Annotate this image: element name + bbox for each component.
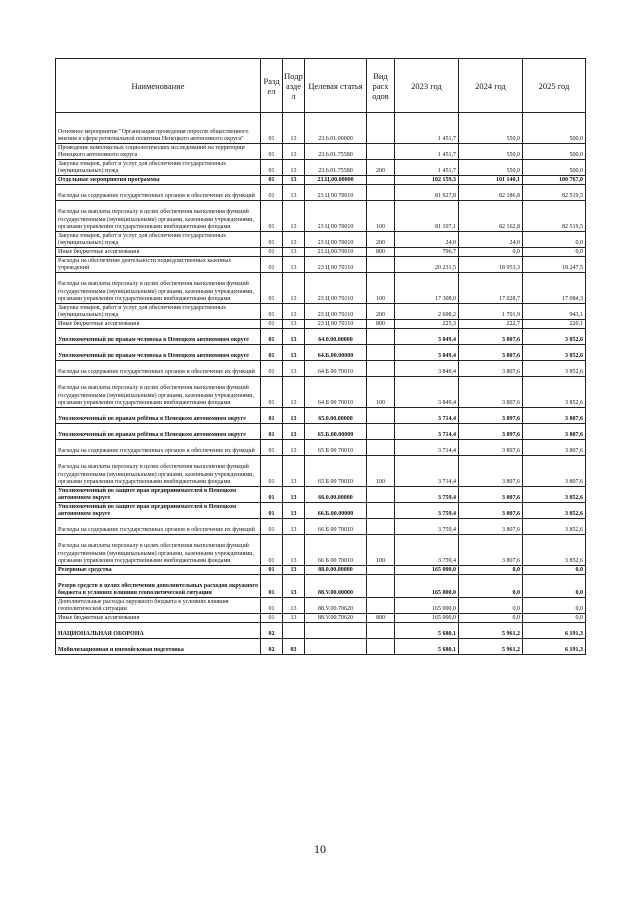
cell-2025: 3 852,6 xyxy=(523,345,586,361)
cell-2025: 3 852,6 xyxy=(523,519,586,535)
cell-section: 01 xyxy=(261,257,283,273)
cell-2025: 3 852,6 xyxy=(523,377,586,408)
cell-section: 01 xyxy=(261,201,283,232)
cell-name: Расходы на выплаты персоналу в целях обеспечения выполнения функций государственными (муниципальными) органами, казенными учреждениями, органами управления государственными внебюджетными фондами xyxy=(56,456,261,487)
cell-2023: 1 451,7 xyxy=(395,160,459,176)
cell-2025: 6 191,3 xyxy=(523,639,586,655)
cell-subsection: 13 xyxy=(283,160,305,176)
table-row xyxy=(56,535,586,566)
header-subsection: Подр азде л xyxy=(283,59,305,113)
cell-target: 23 Ц 00 70110 xyxy=(305,320,367,329)
cell-section: 01 xyxy=(261,304,283,320)
cell-target: 23.Ц.00.70010 xyxy=(305,248,367,257)
cell-target: 66 Б 00 70010 xyxy=(305,519,367,535)
cell-2025: 0,0 xyxy=(523,566,586,575)
cell-2024: 5 961,2 xyxy=(459,639,523,655)
cell-2023: 17 308,0 xyxy=(395,273,459,304)
cell-expense-type xyxy=(367,503,395,519)
cell-target: 23.Ц.00.00000 xyxy=(305,176,367,185)
cell-expense-type xyxy=(367,345,395,361)
table-row xyxy=(56,424,586,440)
cell-2023: 5 680,1 xyxy=(395,623,459,639)
cell-section: 01 xyxy=(261,144,283,160)
cell-section: 01 xyxy=(261,232,283,248)
cell-section: 01 xyxy=(261,440,283,456)
cell-2024: 3 807,6 xyxy=(459,345,523,361)
cell-name: Уполномоченный по защите прав предпринимателей в Ненецком автономном округе xyxy=(56,503,261,519)
table-row xyxy=(56,176,586,185)
cell-name: Уполномоченный по защите прав предпринимателей в Ненецком автономном округе xyxy=(56,487,261,503)
cell-2024: 82 186,8 xyxy=(459,185,523,201)
cell-target: 65.0.00.00000 xyxy=(305,408,367,424)
cell-2023: 165 000,0 xyxy=(395,598,459,614)
table-row xyxy=(56,440,586,456)
cell-expense-type xyxy=(367,575,395,598)
cell-2023: 3 759,4 xyxy=(395,535,459,566)
cell-2023: 3 849,4 xyxy=(395,377,459,408)
table-row xyxy=(56,487,586,503)
cell-target xyxy=(305,639,367,655)
cell-target: 65 Б 00 70010 xyxy=(305,440,367,456)
cell-name: Расходы на выплаты персоналу в целях обеспечения выполнения функций государственными (муниципальными) органами, казенными учреждениями, органами управления государственными внебюджетными фондами xyxy=(56,273,261,304)
cell-section: 01 xyxy=(261,456,283,487)
table-row xyxy=(56,575,586,598)
table-row xyxy=(56,185,586,201)
cell-expense-type xyxy=(367,639,395,655)
cell-expense-type: 100 xyxy=(367,456,395,487)
cell-2024: 3 897,6 xyxy=(459,424,523,440)
cell-section: 01 xyxy=(261,598,283,614)
cell-target xyxy=(305,623,367,639)
cell-subsection: 13 xyxy=(283,575,305,598)
cell-2024: 3 807,6 xyxy=(459,361,523,377)
cell-2023: 3 849,4 xyxy=(395,329,459,345)
cell-expense-type xyxy=(367,257,395,273)
table-row xyxy=(56,232,586,248)
table-row xyxy=(56,144,586,160)
table-row xyxy=(56,503,586,519)
cell-section: 01 xyxy=(261,575,283,598)
cell-name: Мобилизационная и вневойсковая подготовка xyxy=(56,639,261,655)
cell-name: Расходы на содержание государственных органов и обеспечение их функций xyxy=(56,361,261,377)
cell-2023: 2 698,2 xyxy=(395,304,459,320)
cell-2025: 0,0 xyxy=(523,598,586,614)
cell-2025: 82 519,5 xyxy=(523,185,586,201)
cell-2024: 3 897,6 xyxy=(459,440,523,456)
cell-2025: 3 852,6 xyxy=(523,361,586,377)
cell-2023: 165 000,0 xyxy=(395,575,459,598)
cell-expense-type xyxy=(367,566,395,575)
cell-2024: 82 162,8 xyxy=(459,201,523,232)
cell-subsection: 13 xyxy=(283,345,305,361)
cell-2024: 0,0 xyxy=(459,598,523,614)
cell-target: 23 Ц 00 70010 xyxy=(305,232,367,248)
cell-expense-type xyxy=(367,623,395,639)
table-row xyxy=(56,273,586,304)
cell-2025: 500,0 xyxy=(523,160,586,176)
page-number: 10 xyxy=(314,842,326,856)
cell-name: Проведение комплексных социологических исследований на территории Ненецкого автономного округа xyxy=(56,144,261,160)
table-row xyxy=(56,345,586,361)
header-section: Разд ел xyxy=(261,59,283,113)
cell-2023: 3 849,4 xyxy=(395,345,459,361)
cell-2024: 3 897,6 xyxy=(459,408,523,424)
cell-subsection xyxy=(283,623,305,639)
cell-section: 01 xyxy=(261,176,283,185)
cell-2025: 943,1 xyxy=(523,304,586,320)
cell-2025: 3 852,6 xyxy=(523,329,586,345)
cell-2025: 3 807,6 xyxy=(523,440,586,456)
cell-2023: 3 759,4 xyxy=(395,487,459,503)
cell-section: 02 xyxy=(261,623,283,639)
cell-2023: 24,0 xyxy=(395,232,459,248)
cell-expense-type: 200 xyxy=(367,304,395,320)
cell-2025: 0,0 xyxy=(523,248,586,257)
cell-expense-type xyxy=(367,361,395,377)
cell-subsection: 13 xyxy=(283,201,305,232)
cell-target: 64.Б.00.00000 xyxy=(305,345,367,361)
cell-2023: 225,3 xyxy=(395,320,459,329)
cell-name: Резервные средства xyxy=(56,566,261,575)
cell-name: НАЦИОНАЛЬНАЯ ОБОРОНА xyxy=(56,623,261,639)
cell-name: Расходы на выплаты персоналу в целях обеспечения выполнения функций государственными (муниципальными) органами, казенными учреждениями, органами управления государственными внебюджетными фондами xyxy=(56,535,261,566)
cell-name: Иные бюджетные ассигнования xyxy=(56,614,261,623)
header-2023: 2023 год xyxy=(395,59,459,113)
cell-name: Уполномоченный по правам ребёнка в Ненецком автономном округе xyxy=(56,424,261,440)
cell-2024: 3 807,6 xyxy=(459,377,523,408)
cell-subsection: 13 xyxy=(283,614,305,623)
cell-2025: 0,0 xyxy=(523,575,586,598)
cell-2024: 222,7 xyxy=(459,320,523,329)
cell-2024: 550,0 xyxy=(459,144,523,160)
cell-2024: 3 807,6 xyxy=(459,535,523,566)
cell-section: 01 xyxy=(261,273,283,304)
cell-2023: 3 759,4 xyxy=(395,503,459,519)
cell-target: 88.V.00.00000 xyxy=(305,575,367,598)
cell-target: 23 Ц 00 70010 xyxy=(305,185,367,201)
cell-name: Иные бюджетные ассигнования xyxy=(56,320,261,329)
table-row xyxy=(56,329,586,345)
cell-2024: 101 140,1 xyxy=(459,176,523,185)
cell-2024: 17 028,7 xyxy=(459,273,523,304)
cell-2024: 550,0 xyxy=(459,113,523,144)
cell-subsection: 13 xyxy=(283,535,305,566)
cell-expense-type: 800 xyxy=(367,248,395,257)
table-row xyxy=(56,456,586,487)
cell-2024: 3 807,6 xyxy=(459,503,523,519)
cell-2024: 3 807,6 xyxy=(459,487,523,503)
cell-2025: 3 807,6 xyxy=(523,408,586,424)
table-row xyxy=(56,201,586,232)
cell-2023: 102 159,3 xyxy=(395,176,459,185)
cell-section: 02 xyxy=(261,639,283,655)
cell-section: 01 xyxy=(261,377,283,408)
table-row xyxy=(56,377,586,408)
cell-section: 01 xyxy=(261,113,283,144)
cell-2024: 0,0 xyxy=(459,248,523,257)
cell-section: 01 xyxy=(261,519,283,535)
cell-section: 01 xyxy=(261,248,283,257)
cell-2025: 3 807,6 xyxy=(523,424,586,440)
cell-subsection: 13 xyxy=(283,566,305,575)
cell-2024: 24,0 xyxy=(459,232,523,248)
cell-subsection: 13 xyxy=(283,248,305,257)
cell-expense-type xyxy=(367,487,395,503)
cell-2023: 3 714,4 xyxy=(395,424,459,440)
cell-subsection: 13 xyxy=(283,487,305,503)
cell-target: 23.6.01.00000 xyxy=(305,113,367,144)
cell-subsection: 13 xyxy=(283,519,305,535)
cell-target: 23.6.01.75580 xyxy=(305,160,367,176)
cell-2025: 17 084,3 xyxy=(523,273,586,304)
cell-2023: 20 231,5 xyxy=(395,257,459,273)
cell-2023: 1 451,7 xyxy=(395,144,459,160)
cell-2024: 3 897,6 xyxy=(459,456,523,487)
cell-target: 88.V.00.70620 xyxy=(305,614,367,623)
cell-subsection: 13 xyxy=(283,329,305,345)
cell-expense-type: 800 xyxy=(367,320,395,329)
table-row xyxy=(56,408,586,424)
cell-expense-type: 100 xyxy=(367,535,395,566)
table-row xyxy=(56,248,586,257)
table-row xyxy=(56,566,586,575)
cell-expense-type xyxy=(367,424,395,440)
cell-target: 65 Б 00 70010 xyxy=(305,456,367,487)
table-body xyxy=(56,113,586,655)
cell-name: Закупка товаров, работ и услуг для обеспечения государственных (муниципальных) нужд xyxy=(56,232,261,248)
cell-target: 66.0.00.00000 xyxy=(305,487,367,503)
cell-subsection: 13 xyxy=(283,185,305,201)
cell-target: 66.Б.00.00000 xyxy=(305,503,367,519)
cell-2023: 3 759,4 xyxy=(395,519,459,535)
cell-2025: 500,0 xyxy=(523,113,586,144)
cell-2024: 0,0 xyxy=(459,566,523,575)
cell-name: Расходы на обеспечение деятельности подведомственных казенных учреждений xyxy=(56,257,261,273)
cell-expense-type: 800 xyxy=(367,614,395,623)
budget-sheet xyxy=(55,58,585,655)
cell-expense-type xyxy=(367,144,395,160)
cell-subsection: 13 xyxy=(283,144,305,160)
cell-section: 01 xyxy=(261,503,283,519)
cell-section: 01 xyxy=(261,185,283,201)
table-row xyxy=(56,304,586,320)
cell-target: 64 Б 00 70010 xyxy=(305,361,367,377)
cell-subsection: 13 xyxy=(283,377,305,408)
cell-section: 01 xyxy=(261,345,283,361)
cell-expense-type: 100 xyxy=(367,273,395,304)
cell-section: 01 xyxy=(261,487,283,503)
header-expense-type: Вид расх одов xyxy=(367,59,395,113)
cell-expense-type xyxy=(367,176,395,185)
cell-name: Уполномоченный по правам ребёнка в Ненецком автономном округе xyxy=(56,408,261,424)
cell-2023: 1 451,7 xyxy=(395,113,459,144)
header-target: Целевая статья xyxy=(305,59,367,113)
cell-2024: 18 953,3 xyxy=(459,257,523,273)
cell-name: Расходы на содержание государственных органов и обеспечение их функций xyxy=(56,519,261,535)
table-row xyxy=(56,623,586,639)
cell-expense-type xyxy=(367,185,395,201)
cell-2023: 3 849,4 xyxy=(395,361,459,377)
cell-section: 01 xyxy=(261,320,283,329)
cell-subsection: 03 xyxy=(283,639,305,655)
cell-name: Расходы на выплаты персоналу в целях обеспечения выполнения функций государственными (муниципальными) органами, казенными учреждениями, органами управления государственными внебюджетными фондами xyxy=(56,201,261,232)
cell-expense-type: 200 xyxy=(367,160,395,176)
cell-2025: 0,0 xyxy=(523,232,586,248)
cell-subsection: 13 xyxy=(283,456,305,487)
cell-2024: 550,0 xyxy=(459,160,523,176)
cell-2023: 165 000,0 xyxy=(395,614,459,623)
cell-name: Основное мероприятие "Организация проведения опросов общественного мнения в сфере региональной политики Ненецкого автономного округа" xyxy=(56,113,261,144)
cell-name: Уполномоченный по правам человека в Ненецком автономном округе xyxy=(56,329,261,345)
cell-2025: 220,1 xyxy=(523,320,586,329)
cell-2023: 3 714,4 xyxy=(395,440,459,456)
cell-expense-type xyxy=(367,440,395,456)
cell-expense-type: 100 xyxy=(367,201,395,232)
table-row xyxy=(56,113,586,144)
cell-2024: 0,0 xyxy=(459,614,523,623)
table-header-row xyxy=(56,59,586,113)
cell-subsection: 13 xyxy=(283,440,305,456)
cell-expense-type xyxy=(367,113,395,144)
cell-name: Резерв средств в целях обеспечения дополнительных расходов окружного бюджета в условиях влияния геополитической ситуации xyxy=(56,575,261,598)
cell-name: Иные бюджетные ассигнования xyxy=(56,248,261,257)
table-row xyxy=(56,257,586,273)
cell-2025: 0,0 xyxy=(523,614,586,623)
cell-name: Расходы на содержание государственных органов и обеспечение их функций xyxy=(56,440,261,456)
cell-subsection: 13 xyxy=(283,176,305,185)
table-row xyxy=(56,361,586,377)
budget-table xyxy=(55,58,586,655)
cell-expense-type: 100 xyxy=(367,377,395,408)
table-row xyxy=(56,519,586,535)
cell-target: 23 Ц 00 70110 xyxy=(305,304,367,320)
cell-section: 01 xyxy=(261,361,283,377)
cell-expense-type xyxy=(367,598,395,614)
cell-subsection: 13 xyxy=(283,320,305,329)
cell-section: 01 xyxy=(261,160,283,176)
cell-subsection: 13 xyxy=(283,113,305,144)
cell-2023: 5 680,1 xyxy=(395,639,459,655)
cell-section: 01 xyxy=(261,329,283,345)
cell-target: 23 Ц 00 70110 xyxy=(305,257,367,273)
table-row xyxy=(56,614,586,623)
cell-2025: 500,0 xyxy=(523,144,586,160)
cell-target: 23 Ц 00 70110 xyxy=(305,273,367,304)
cell-2025: 3 807,6 xyxy=(523,456,586,487)
cell-section: 01 xyxy=(261,408,283,424)
cell-2025: 6 191,3 xyxy=(523,623,586,639)
cell-name: Отдельные мероприятия программы xyxy=(56,176,261,185)
cell-section: 01 xyxy=(261,535,283,566)
cell-target: 65.Б.00.00000 xyxy=(305,424,367,440)
cell-subsection: 13 xyxy=(283,273,305,304)
cell-section: 01 xyxy=(261,614,283,623)
header-name: Наименование xyxy=(56,59,261,113)
table-row xyxy=(56,598,586,614)
cell-2025: 3 852,6 xyxy=(523,503,586,519)
cell-2023: 3 714,4 xyxy=(395,456,459,487)
cell-expense-type xyxy=(367,519,395,535)
cell-2025: 82 519,5 xyxy=(523,201,586,232)
cell-2023: 81 107,1 xyxy=(395,201,459,232)
cell-2024: 3 807,6 xyxy=(459,329,523,345)
cell-2025: 18 247,5 xyxy=(523,257,586,273)
cell-section: 01 xyxy=(261,566,283,575)
cell-2023: 3 714,4 xyxy=(395,408,459,424)
table-row xyxy=(56,160,586,176)
cell-2023: 796,7 xyxy=(395,248,459,257)
table-row xyxy=(56,320,586,329)
cell-2024: 0,0 xyxy=(459,575,523,598)
cell-expense-type: 200 xyxy=(367,232,395,248)
cell-subsection: 13 xyxy=(283,257,305,273)
cell-name: Уполномоченный по правам человека в Ненецком автономном округе xyxy=(56,345,261,361)
cell-subsection: 13 xyxy=(283,503,305,519)
cell-2025: 3 852,6 xyxy=(523,535,586,566)
cell-target: 66 Б 00 70010 xyxy=(305,535,367,566)
cell-2025: 100 767,0 xyxy=(523,176,586,185)
cell-name: Закупка товаров, работ и услуг для обеспечения государственных (муниципальных) нужд xyxy=(56,304,261,320)
cell-2025: 3 852,6 xyxy=(523,487,586,503)
table-row xyxy=(56,639,586,655)
cell-2023: 165 000,0 xyxy=(395,566,459,575)
cell-subsection: 13 xyxy=(283,361,305,377)
cell-subsection: 13 xyxy=(283,304,305,320)
cell-target: 64 Б 00 70010 xyxy=(305,377,367,408)
cell-name: Закупка товаров, работ и услуг для обеспечения государственных (муниципальных) нужд xyxy=(56,160,261,176)
cell-section: 01 xyxy=(261,424,283,440)
cell-target: 88.V.00.70620 xyxy=(305,598,367,614)
cell-2024: 1 701,9 xyxy=(459,304,523,320)
cell-target: 23 Ц 00 70010 xyxy=(305,201,367,232)
cell-expense-type xyxy=(367,408,395,424)
cell-name: Расходы на выплаты персоналу в целях обеспечения выполнения функций государственными (муниципальными) органами, казенными учреждениями, органами управления государственными внебюджетными фондами xyxy=(56,377,261,408)
cell-2024: 3 807,6 xyxy=(459,519,523,535)
cell-subsection: 13 xyxy=(283,424,305,440)
cell-subsection: 13 xyxy=(283,598,305,614)
cell-2024: 5 961,2 xyxy=(459,623,523,639)
cell-target: 23.6.01.75580 xyxy=(305,144,367,160)
header-2025: 2025 год xyxy=(523,59,586,113)
cell-target: 88.0.00.00000 xyxy=(305,566,367,575)
cell-name: Дополнительные расходы окружного бюджета в условиях влияния геополитической ситуации xyxy=(56,598,261,614)
cell-subsection: 13 xyxy=(283,408,305,424)
header-2024: 2024 год xyxy=(459,59,523,113)
cell-expense-type xyxy=(367,329,395,345)
cell-2023: 81 927,8 xyxy=(395,185,459,201)
cell-subsection: 13 xyxy=(283,232,305,248)
cell-name: Расходы на содержание государственных органов и обеспечение их функций xyxy=(56,185,261,201)
cell-target: 64.0.00.00000 xyxy=(305,329,367,345)
